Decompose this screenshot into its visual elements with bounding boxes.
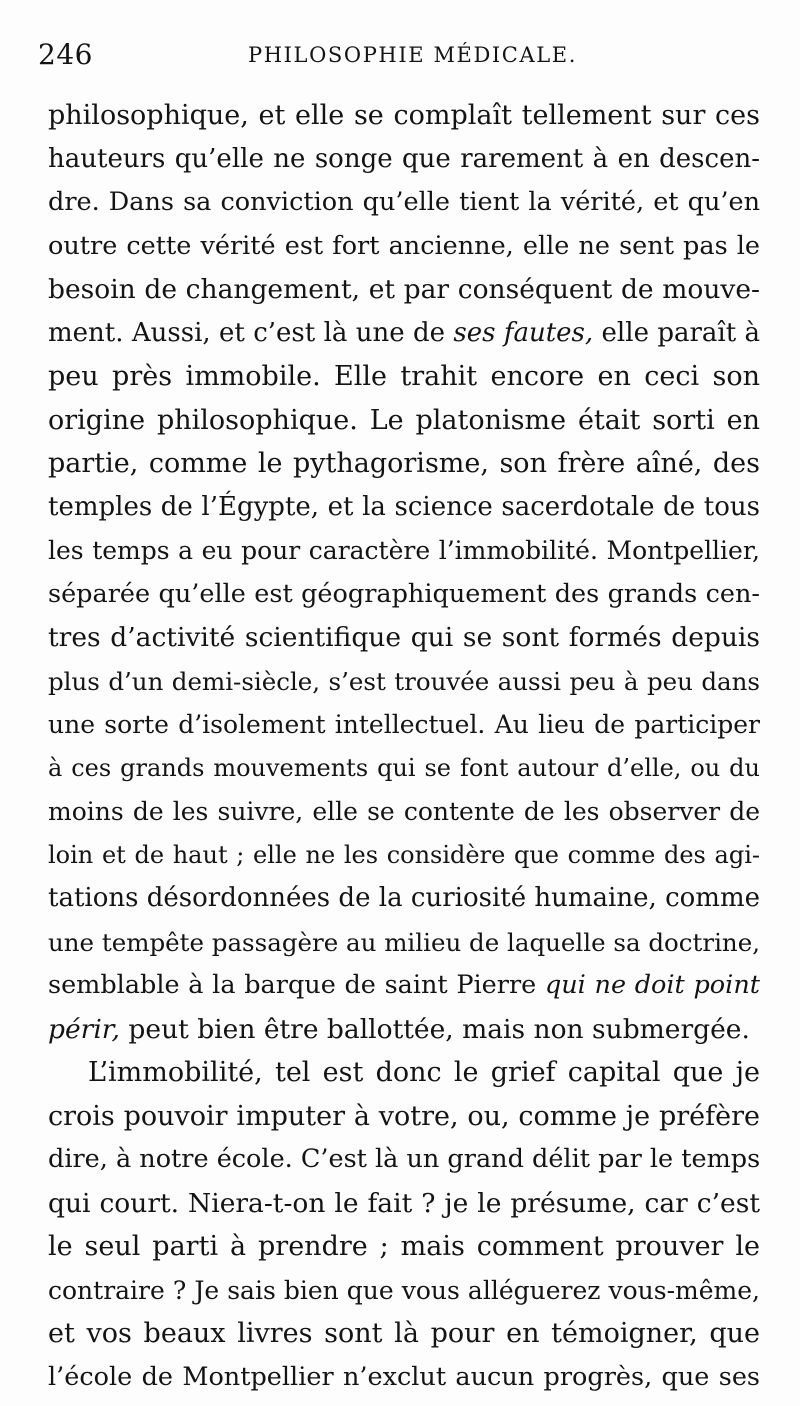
paragraph-2 [48,1051,760,1399]
text-line: outre cette vérité est fort ancienne, elle ne sent pas le [48,230,760,261]
italic-phrase: qui ne doit point [544,970,760,1000]
text-line: qui court. Niera-t-on le fait ? je le présume, car c’est [48,1187,760,1219]
text-line: dre. Dans sa conviction qu’elle tient la vérité, et qu’en [48,187,760,217]
text-line: L’immobilité, tel est donc le grief capital que je [88,1057,760,1088]
running-head [38,38,760,78]
text-line: hauteurs qu’elle ne songe que rarement à en descen- [48,143,760,174]
line-segment: peut bien être ballottée, mais non submergée. [128,1013,750,1045]
text-line [48,312,760,356]
text-line: partie, comme le pythagorisme, son frère aîné, des [48,448,760,479]
text-line: crois pouvoir imputer à votre, ou, comme je préfère [48,1100,760,1132]
text-line: besoin de changement, et par conséquent de mouve- [48,274,760,305]
text-line: à ces grands mouvements qui se font autour d’elle, ou du [48,753,760,782]
page-number: 246 [38,38,93,71]
text-line: une sorte d’isolement intellectuel. Au lieu de participer [48,710,760,739]
text-line: séparée qu’elle est géographiquement des grands cen- [48,578,760,609]
text-line: moins de les suivre, elle se contente de les observer de [48,797,760,826]
text-line: et vos beaux livres sont là pour en témoigner, que [48,1318,760,1349]
text-line: temples de l’Égypte, et la science sacerdotale de tous [48,491,760,522]
text-line [48,1008,760,1052]
text-line: le seul parti à prendre ; mais comment prouver le [48,1231,760,1262]
italic-phrase: ses fautes, [453,317,594,348]
text-line: dire, à notre école. C’est là un grand délit par le temps [48,1144,761,1174]
text-line: plus d’un demi-siècle, s’est trouvée aussi peu à peu dans [48,666,760,696]
paragraph-1 [48,94,760,1051]
text-line: philosophique, et elle se complaît tellement sur ces [48,100,760,131]
line-segment: ment. Aussi, et c’est là une de [48,317,446,348]
text-line: origine philosophique. Le platonisme était sorti en [48,404,760,436]
text-line: une tempête passagère au milieu de laquelle sa doctrine, [48,927,760,957]
body-text [48,94,760,1399]
text-line: tres d’activité scientifique qui se sont formés depuis [48,622,760,653]
text-line: peu près immobile. Elle trahit encore en ceci son [48,361,760,392]
line-segment: elle paraît à [601,317,761,348]
text-line [48,964,760,1008]
text-line: l’école de Montpellier n’exclut aucun progrès, que ses [48,1361,760,1392]
italic-phrase: périr, [48,1013,120,1045]
text-line: les temps a eu pour caractère l’immobilité. Montpellier, [48,536,760,565]
text-line: loin et de haut ; elle ne les considère que comme des agi- [48,840,760,869]
line-segment: semblable à la barque de saint Pierre [48,970,537,1000]
text-line: contraire ? Je sais bien que vous alléguerez vous-même, [48,1275,760,1305]
text-line: tations désordonnées de la curiosité humaine, comme [48,883,760,913]
running-title: PHILOSOPHIE MÉDICALE. [248,43,577,67]
